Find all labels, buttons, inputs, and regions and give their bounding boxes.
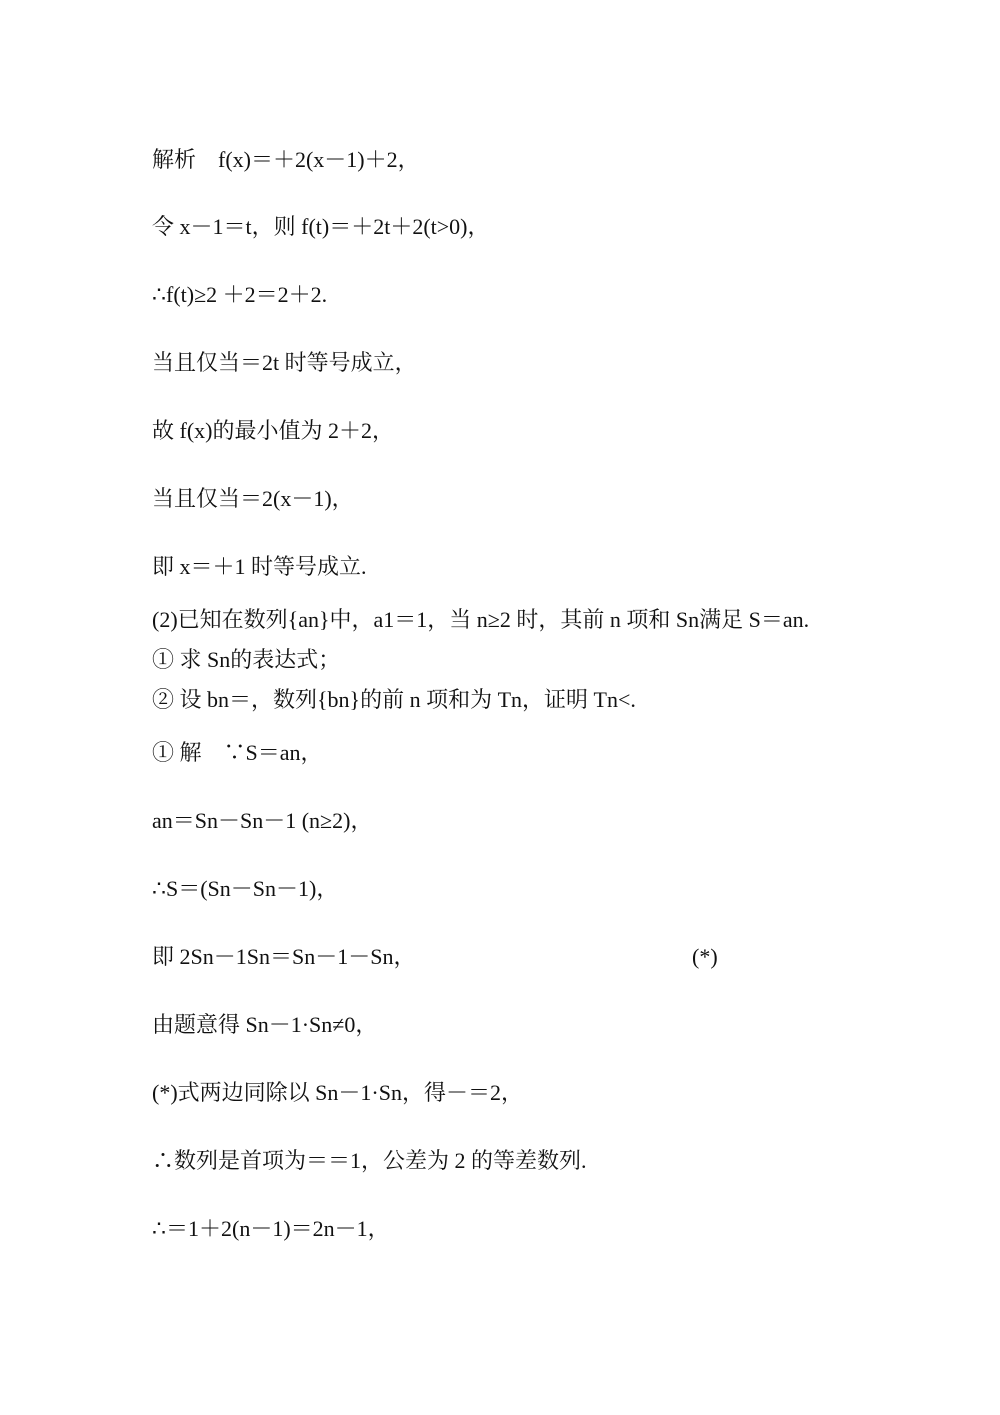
solution-line-5 xyxy=(152,416,394,446)
proof-line-1 xyxy=(152,738,323,768)
solution-line-3 xyxy=(152,280,327,310)
solution-text: 当且仅当＝2(x－1)， xyxy=(152,486,354,511)
proof-text: ① 解 ∵S＝an， xyxy=(152,740,323,765)
proof-line-3 xyxy=(152,874,338,904)
solution-text: 故 f(x)的最小值为 2＋2， xyxy=(152,418,394,443)
proof-line-7 xyxy=(152,1146,587,1176)
solution-text: 令 x－1＝t，则 f(t)＝＋2t＋2(t>0)， xyxy=(152,214,490,239)
equation-tag: (*) xyxy=(692,944,718,969)
solution-line-4 xyxy=(152,348,417,378)
solution-text: 当且仅当＝2t 时等号成立， xyxy=(152,350,417,375)
solution-text: 即 x＝＋1 时等号成立. xyxy=(152,554,367,579)
proof-text: ∴S＝(Sn－Sn－1)， xyxy=(152,876,339,901)
solution-line-6 xyxy=(152,484,354,514)
problem-text: ① 求 Sn的表达式； xyxy=(152,647,341,672)
solution-line-1 xyxy=(152,145,420,175)
problem-statement xyxy=(152,605,809,635)
proof-line-8 xyxy=(152,1214,390,1244)
solution-text: ∴f(t)≥2 ＋2＝2＋2. xyxy=(152,282,328,307)
proof-text: an＝Sn－Sn－1 (n≥2)， xyxy=(152,808,373,833)
solution-line-2 xyxy=(152,212,490,242)
proof-text: 即 2Sn－1Sn＝Sn－1－Sn， xyxy=(152,944,416,969)
solution-text: 解析 f(x)＝＋2(x－1)＋2， xyxy=(152,147,420,172)
problem-text: ② 设 bn＝，数列{bn}的前 n 项和为 Tn，证明 Tn<. xyxy=(152,687,636,712)
problem-sub1 xyxy=(152,645,340,675)
proof-text: 由题意得 Sn－1·Sn≠0， xyxy=(152,1012,378,1037)
problem-sub2 xyxy=(152,685,636,715)
proof-line-6 xyxy=(152,1078,523,1108)
problem-text: (2)已知在数列{an}中，a1＝1，当 n≥2 时，其前 n 项和 Sn满足 S＝an. xyxy=(152,607,810,632)
proof-line-5 xyxy=(152,1010,377,1040)
proof-text: ∴＝1＋2(n－1)＝2n－1， xyxy=(152,1216,390,1241)
solution-line-7 xyxy=(152,552,367,582)
proof-text: ∴数列是首项为＝＝1，公差为 2 的等差数列. xyxy=(152,1148,587,1173)
proof-line-2 xyxy=(152,806,372,836)
proof-line-4 xyxy=(152,942,718,972)
proof-text: (*)式两边同除以 Sn－1·Sn，得－＝2， xyxy=(152,1080,523,1105)
